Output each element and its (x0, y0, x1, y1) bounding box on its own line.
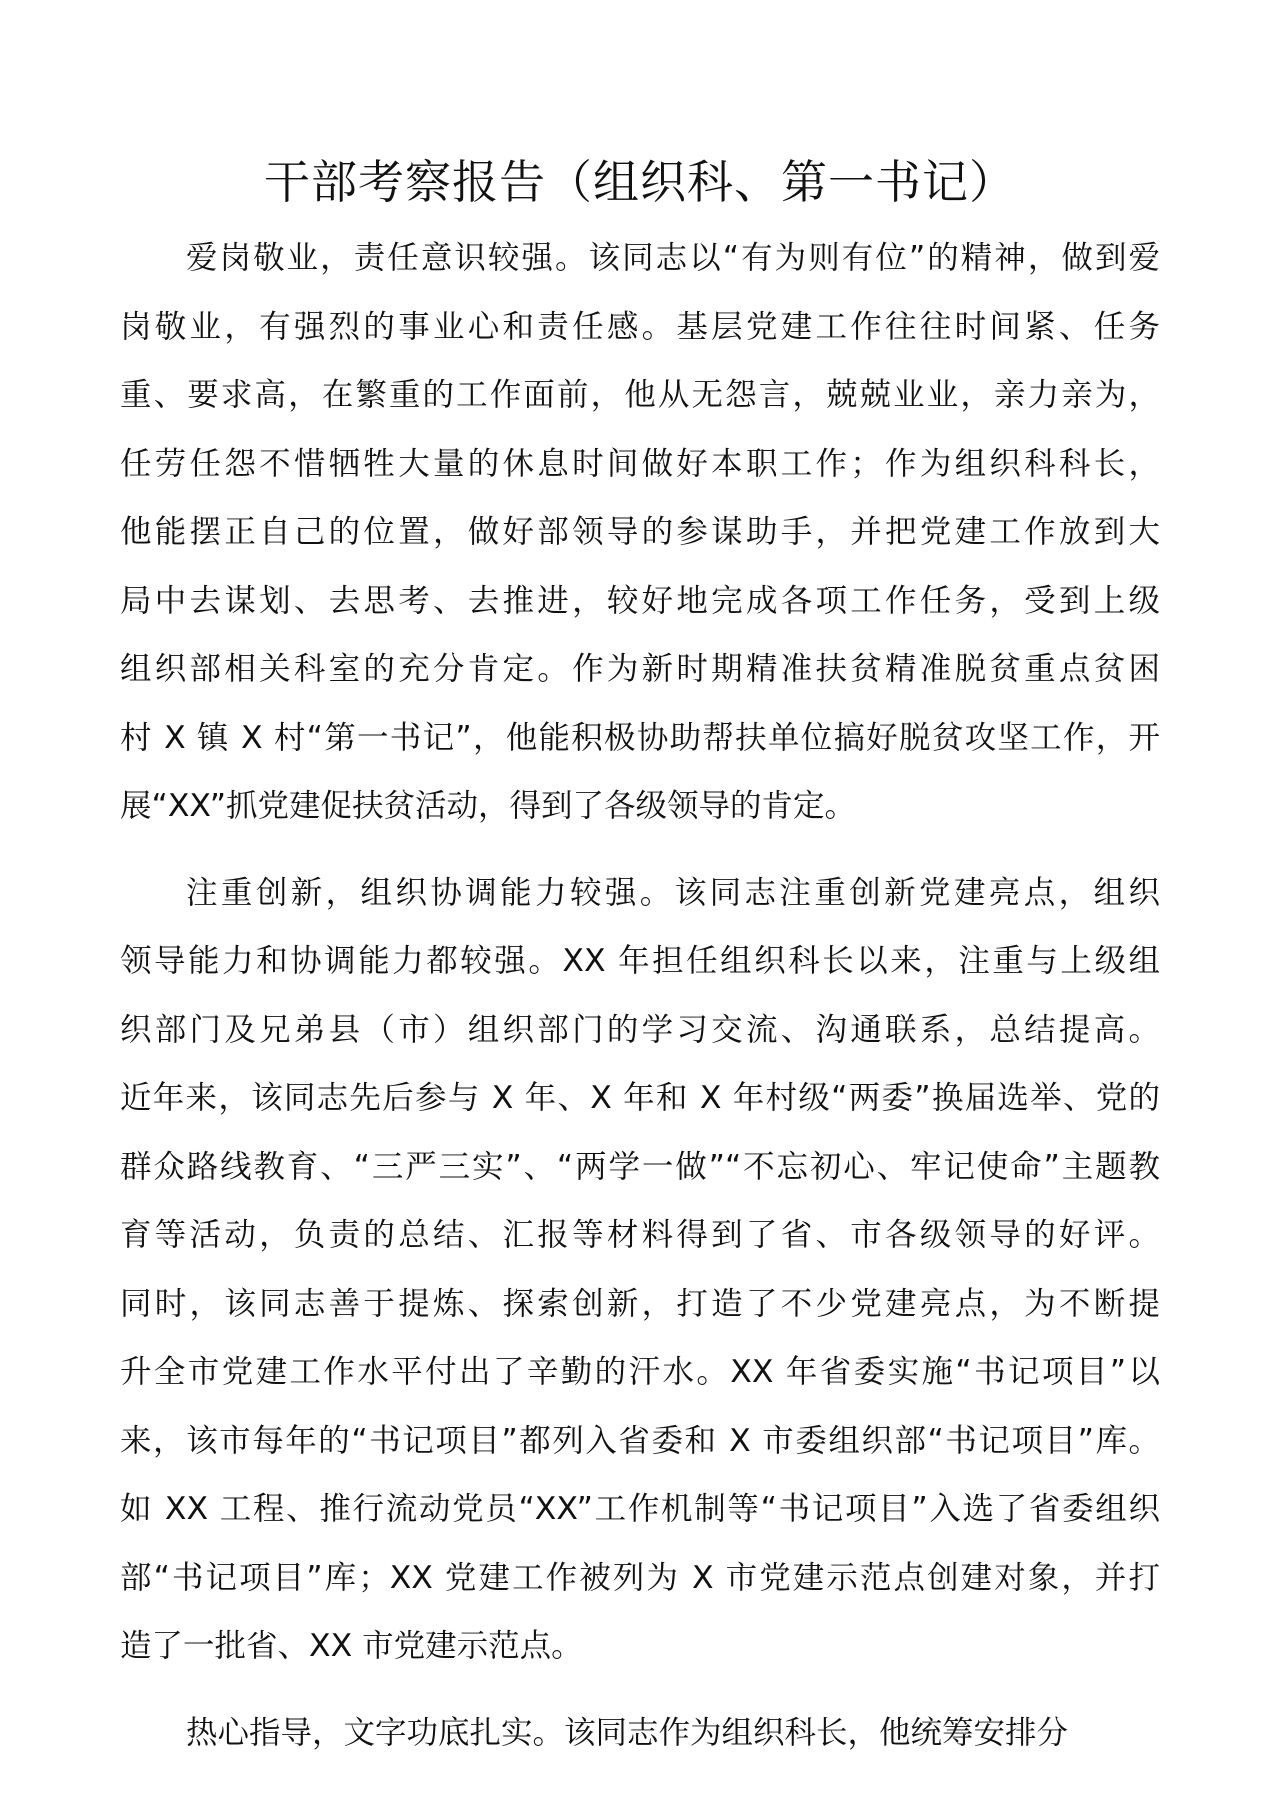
paragraph-line: 升全市党建工作水平付出了辛勤的汗水。XX 年省委实施“书记项目”以 (120, 1354, 1160, 1390)
paragraph-line: 组织部相关科室的充分肯定。作为新时期精准扶贫精准脱贫重点贫困 (120, 651, 1160, 687)
paragraph-line: 如 XX 工程、推行流动党员“XX”工作机制等“书记项目”入选了省委组织 (120, 1491, 1160, 1527)
paragraph-line: 热心指导，文字功底扎实。该同志作为组织科长，他统筹安排分 (186, 1714, 1069, 1751)
paragraph-line: 领导能力和协调能力都较强。XX 年担任组织科长以来，注重与上级组 (120, 943, 1160, 979)
paragraph-line: 岗敬业，有强烈的事业心和责任感。基层党建工作往往时间紧、任务 (120, 308, 1160, 345)
paragraph-line: 他能摆正自己的位置，做好部领导的参谋助手，并把党建工作放到大 (120, 514, 1160, 550)
paragraph-line: 部“书记项目”库；XX 党建工作被列为 X 市党建示范点创建对象，并打 (120, 1559, 1160, 1596)
paragraph-line: 任劳任怨不惜牺牲大量的休息时间做好本职工作；作为组织科科长， (120, 445, 1160, 482)
paragraph-line: 注重创新，组织协调能力较强。该同志注重创新党建亮点，组织 (186, 874, 1160, 911)
paragraph-line: 造了一批省、XX 市党建示范点。 (120, 1628, 583, 1664)
paragraph-line: 爱岗敬业，责任意识较强。该同志以“有为则有位”的精神，做到爱 (186, 240, 1160, 276)
paragraph-line: 近年来，该同志先后参与 X 年、X 年和 X 年村级“两委”换届选举、党的 (120, 1080, 1160, 1116)
document-title: 干部考察报告（组织科、第一书记） (264, 155, 1016, 209)
document-body (120, 224, 1160, 1785)
paragraph-line: 局中去谋划、去思考、去推进，较好地完成各项工作任务，受到上级 (120, 582, 1160, 619)
paragraph-line: 展“XX”抓党建促扶贫活动，得到了各级领导的肯定。 (120, 788, 857, 824)
paragraph-3 (120, 1699, 1160, 1768)
paragraph-line: 织部门及兄弟县（市）组织部门的学习交流、沟通联系，总结提高。 (120, 1011, 1160, 1048)
paragraph-line: 育等活动，负责的总结、汇报等材料得到了省、市各级领导的好评。 (120, 1217, 1160, 1253)
paragraph-line: 群众路线教育、“三严三实”、“两学一做”“不忘初心、牢记使命”主题教 (120, 1148, 1160, 1185)
paragraph-line: 来，该市每年的“书记项目”都列入省委和 X 市委组织部“书记项目”库。 (120, 1422, 1160, 1459)
paragraph-line: 同时，该同志善于提炼、探索创新，打造了不少党建亮点，为不断提 (120, 1285, 1160, 1322)
paragraph-line: 重、要求高，在繁重的工作面前，他从无怨言，兢兢业业，亲力亲为， (120, 377, 1160, 413)
paragraph-1 (120, 224, 1160, 841)
paragraph-2 (120, 859, 1160, 1681)
paragraph-line: 村 X 镇 X 村“第一书记”，他能积极协助帮扶单位搞好脱贫攻坚工作，开 (120, 719, 1160, 756)
